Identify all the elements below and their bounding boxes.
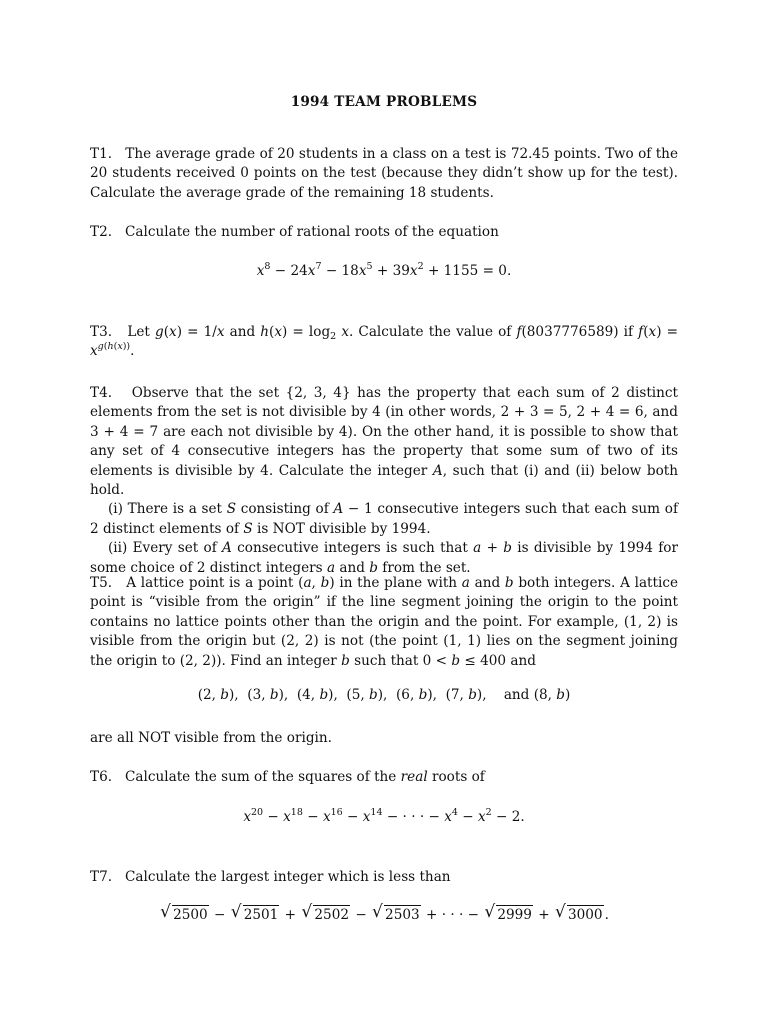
problem-t1 <box>90 145 678 203</box>
problem-label: T3. <box>90 324 113 340</box>
equation-t6: $x^{20} - x^{18} - x^{16} - x^{14}$ − · · · − $x^4 - x^2 - 2$. <box>243 807 525 825</box>
problem-text: The average grade of 20 students in a class on a test is 72.45 points. Two of the 20 students received 0 points on the test (because they didn’t show up for the test). Calculate the average grade of the remaining 18 students. <box>90 146 678 201</box>
problem-label: T7. <box>90 869 113 885</box>
problem-t5-closing: are all NOT visible from the origin. <box>90 730 332 746</box>
problem-label: T4. <box>90 385 113 401</box>
problem-label: T2. <box>90 224 113 240</box>
equation-t2: $x^8 - 24x^7 - 18x^5 + 39x^2 + 1155 = 0$. <box>256 261 512 279</box>
problem-label: T1. <box>90 146 113 162</box>
problem-t7: T7. Calculate the largest integer which is less than <box>90 869 451 885</box>
problem-t4: T4. Observe that the set {2, 3, 4} has the property that each sum of 2 distinct elements from the set is not divisible by 4 (in other words, 2 + 3 = 5, 2 + 4 = 6, and 3 + 4 = 7 are each not divisible by 4). On the other hand, it is possible to show that any set of 4 consecutive integers has the property that some sum of two of its elements is divisible by 4. Calculate the integer A, such that (i) and (ii) below both hold. (i) There is a set S consisting of A − 1 consecutive integers such that each sum of 2 distinct elements of S is NOT divisible by 1994. (ii) Every set of A consecutive integers is such that a + b is divisible by 1994 for some choice of 2 distinct integers a and b from the set. <box>90 385 678 576</box>
equation-t7: √ 2500 − √ 2501 + √ 2502 − √ 2503 + · · · − √ 2999 + √ 3000 . <box>0 906 768 925</box>
problem-t2 <box>90 223 678 242</box>
problem-t5: T5. A lattice point is a point (a, b) in the plane with a and b both integers. A lattice point is “visible from the origin” if the line segment joining the origin to the point contains no lattice points other than the origin and the point. For example, (1, 2) is visible from the origin but (2, 2) is not (the point (1, 1) lies on the segment joining the origin to (2, 2)). Find an integer b such that 0 < b ≤ 400 and <box>90 575 678 669</box>
problem-t3: T3. Let g(x) = 1/x and $h(x) = \log_2 x$. Calculate the value of f(8037776589) if $f(x) = x^{g(h(x))}$. <box>90 324 678 360</box>
problem-label: T6. <box>90 769 113 785</box>
equation-t5: (2, b), (3, b), (4, b), (5, b), (6, b), (7, b), and (8, b) <box>197 687 571 703</box>
problem-label: T5. <box>90 575 113 591</box>
problem-text: Calculate the number of rational roots of the equation <box>125 224 499 240</box>
page-title: 1994 TEAM PROBLEMS <box>290 94 478 110</box>
problem-t6: T6. Calculate the sum of the squares of the real roots of <box>90 769 485 785</box>
